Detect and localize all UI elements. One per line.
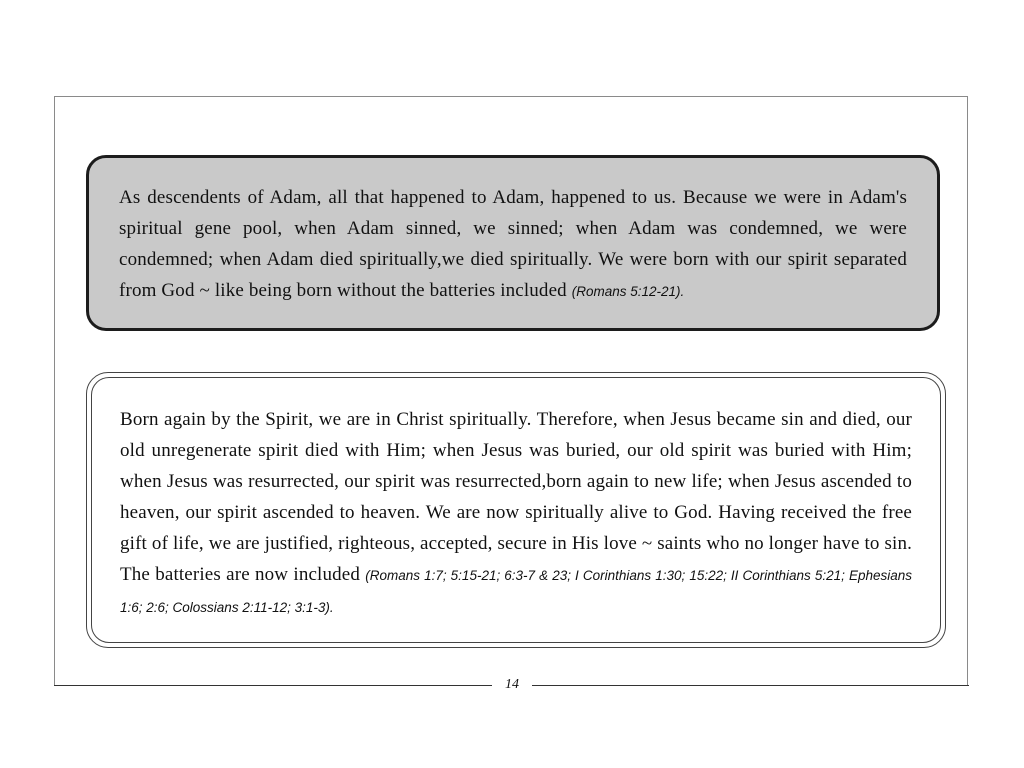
- descendants-of-adam-body: As descendents of Adam, all that happened to Adam, happened to us. Because we were in Adam's spiritual gene pool, when Adam sinned, we sinned; when Adam was condemned, we were condemned; when Adam died spiritually,we died spiritually. We were born with our spirit separated from God ~ like being born without the batteries included: [119, 187, 907, 301]
- born-again-body: Born again by the Spirit, we are in Christ spiritually. Therefore, when Jesus became sin and died, our old unregenerate spirit died with Him; when Jesus was buried, our old spirit was buried with Him; when Jesus was resurrected, our spirit was resurrected,born again to new life; when Jesus ascended to heaven, our spirit ascended to heaven. We are now spiritually alive to God. Having received the free gift of life, we are justified, righteous, accepted, secure in His love ~ saints who no longer have to sin. The batteries are now included: [120, 409, 912, 585]
- born-again-box: [86, 372, 946, 648]
- page-number: 14: [492, 676, 532, 694]
- born-again-text: [120, 404, 912, 623]
- descendants-of-adam-text: [119, 182, 907, 307]
- born-again-inner-border: [91, 377, 941, 643]
- descendants-of-adam-box: [86, 155, 940, 331]
- romans-reference: (Romans 5:12-21).: [571, 284, 685, 299]
- scripture-references: (Romans 1:7; 5:15-21; 6:3-7 & 23; I Corinthians 1:30; 15:22; II Corinthians 5:21; Ephesians 1:6; 2:6; Colossians 2:11-12; 3:1-3).: [120, 568, 912, 615]
